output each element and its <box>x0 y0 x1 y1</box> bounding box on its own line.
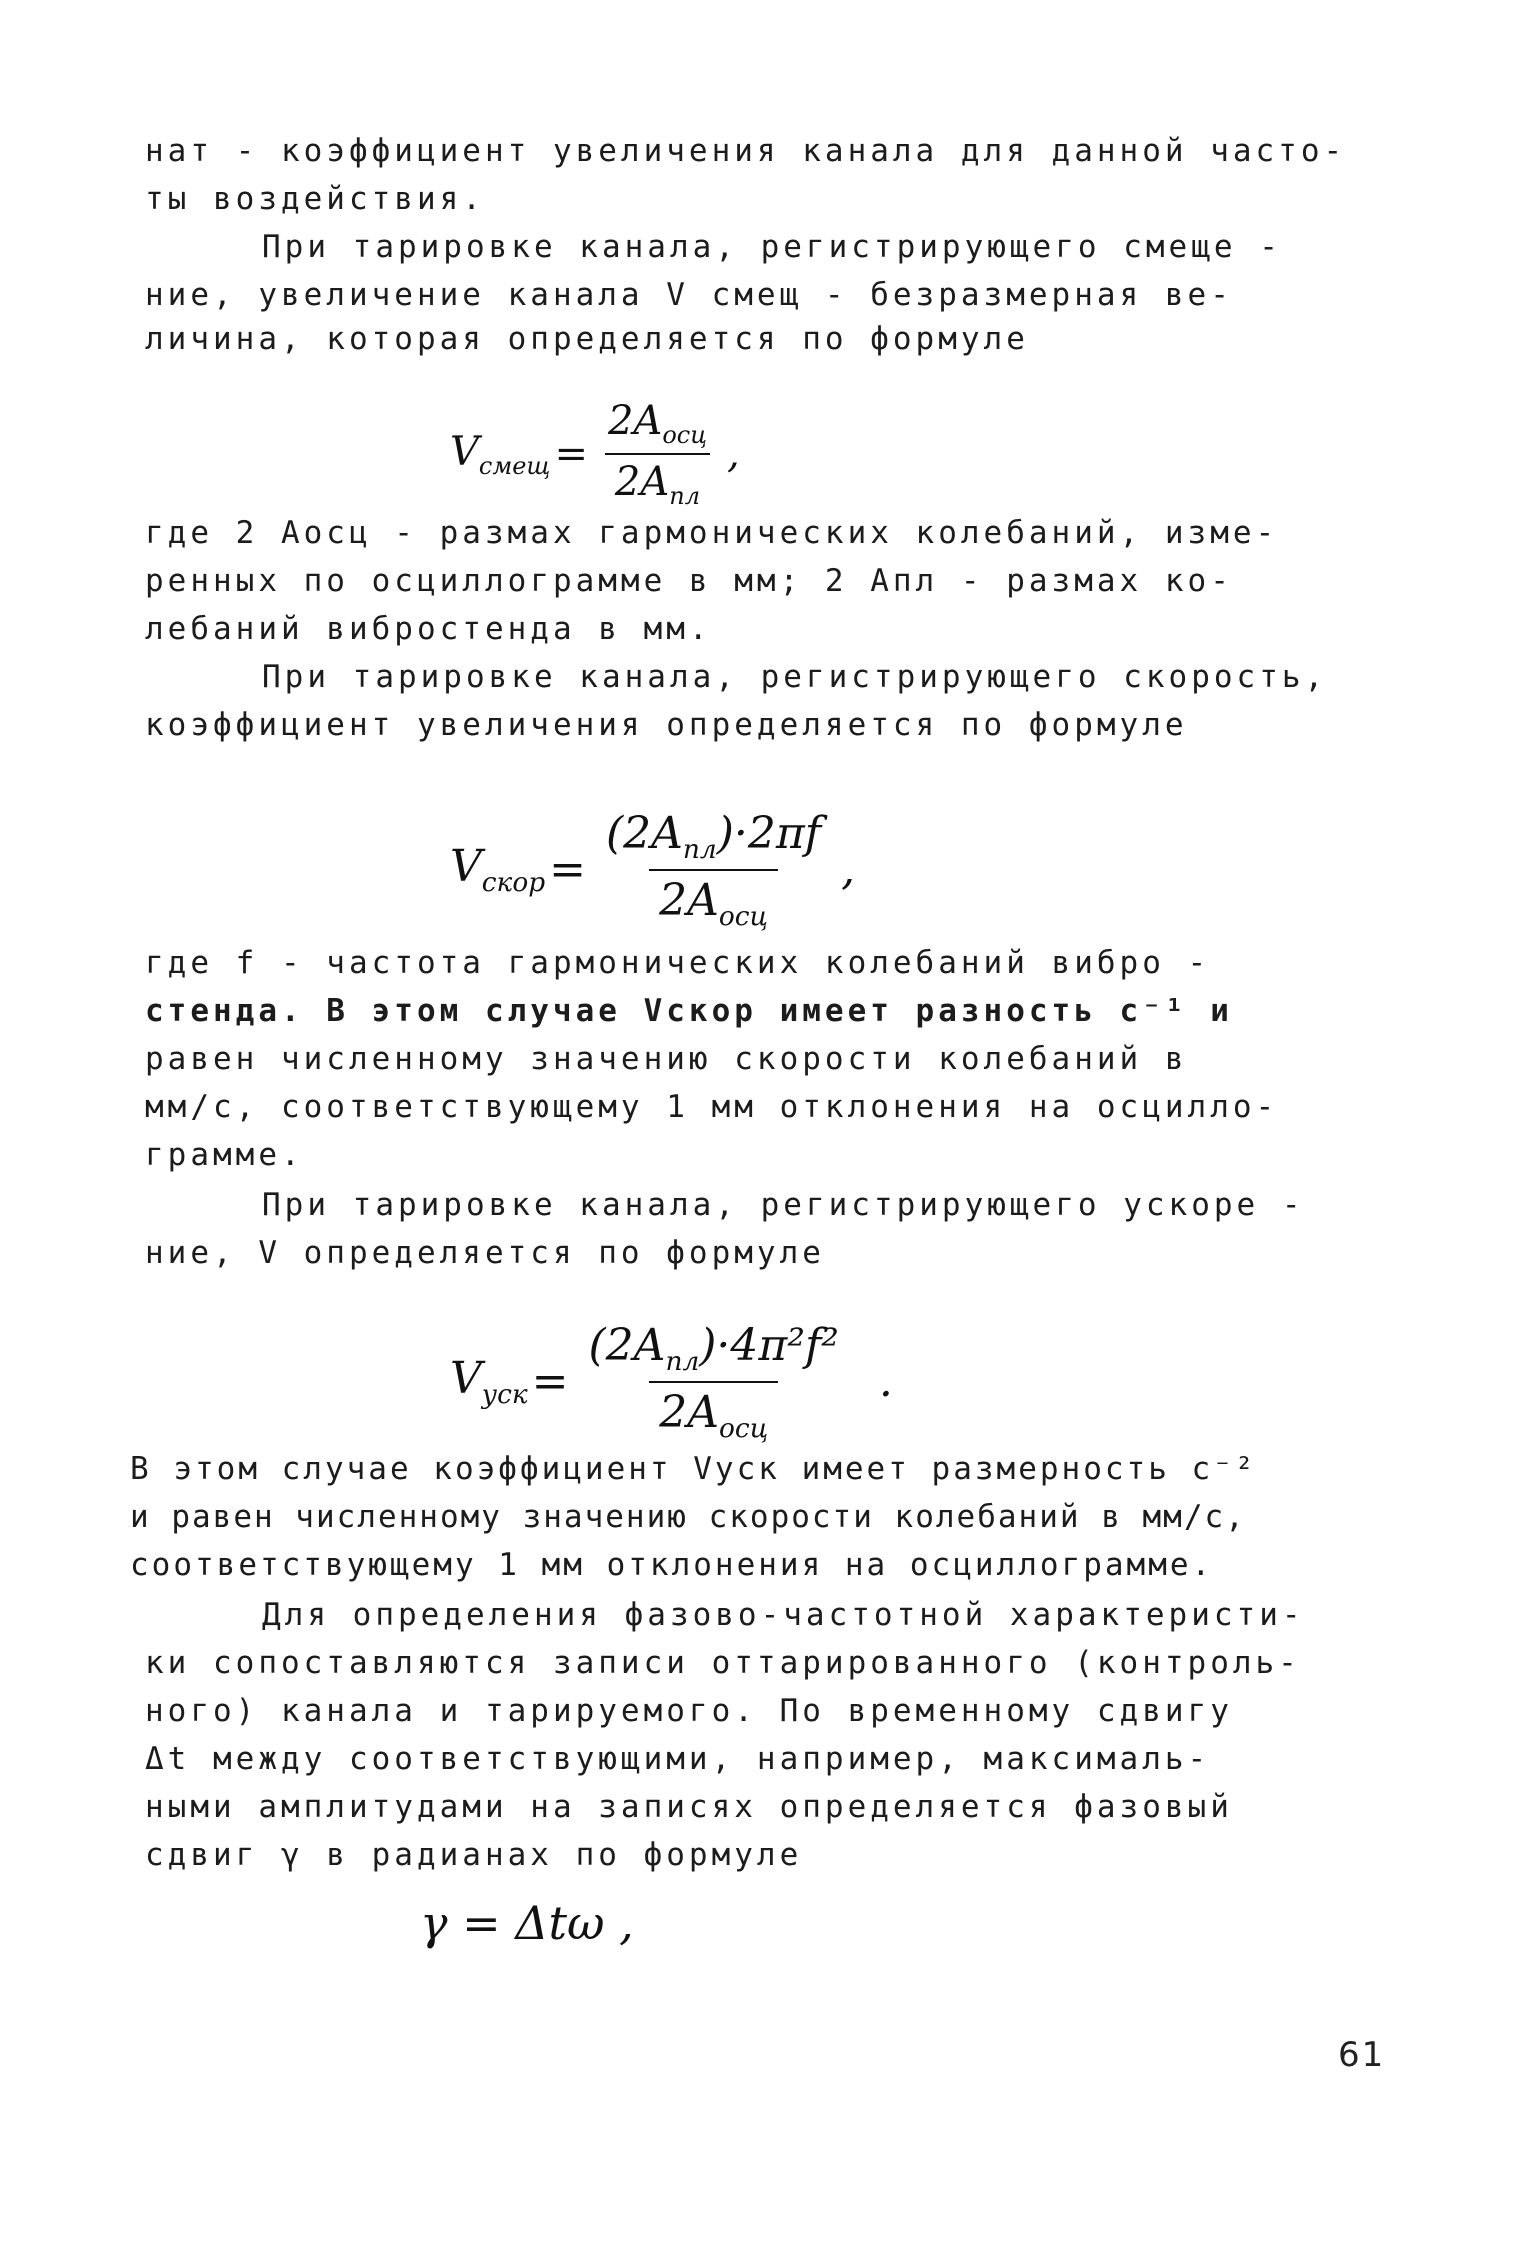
text-line: ние, увеличение канала V смещ - безразмерная ве- <box>145 277 1233 313</box>
text-line: где f - частота гармонических колебаний вибро - <box>145 945 1211 981</box>
text-line: нат - коэффициент увеличения канала для данной часто- <box>145 133 1347 169</box>
text-line: Для определения фазово-частотной характеристи- <box>262 1597 1305 1633</box>
text-line: ние, V определяется по формуле <box>145 1235 825 1271</box>
text-line: и равен численному значению скорости колебаний в мм/с, <box>130 1499 1246 1535</box>
text-line: лебаний вибростенда в мм. <box>145 611 712 647</box>
text-line: ренных по осциллограмме в мм; 2 Aпл - размах ко- <box>145 563 1233 599</box>
text-line: соответствующему 1 мм отклонения на осциллограмме. <box>130 1547 1214 1583</box>
text-line: сдвиг γ в радианах по формуле <box>145 1837 803 1873</box>
text-line: личина, которая определяется по формуле <box>145 321 1029 357</box>
text-line: ты воздействия. <box>145 181 485 217</box>
text-line: В этом случае коэффициент Vуск имеет размерность с⁻² <box>130 1451 1257 1487</box>
formula-displacement: $V_{смещ}$ = $\frac{2A_{осц}}{2A_{пл}}$ , <box>450 398 740 510</box>
text-line: коэффициент увеличения определяется по формуле <box>145 707 1188 743</box>
text-line: грамме. <box>145 1137 304 1173</box>
text-line: равен численному значению скорости колебаний в <box>145 1041 1188 1077</box>
text-line: ного) канала и тарируемого. По временному сдвигу <box>145 1693 1233 1729</box>
text-line: При тарировке канала, регистрирующего ускоре - <box>262 1187 1305 1223</box>
text-line: Δt между соответствующими, например, максималь- <box>145 1741 1211 1777</box>
text-line: мм/с, соответствующему 1 мм отклонения на осцилло- <box>145 1089 1279 1125</box>
text-line: При тарировке канала, регистрирующего скорость, <box>262 659 1328 695</box>
formula-acceleration: $V_{уск}$ = $\frac{(2A_{пл})\cdot 4\pi^2f^2}{2A_{осц}}$ . <box>450 1320 893 1444</box>
text-line: ки сопоставляются записи оттарированного (контроль- <box>145 1645 1301 1681</box>
text-line: При тарировке канала, регистрирующего смеще - <box>262 229 1282 265</box>
formula-phase-shift: γ = Δtω , <box>420 1896 634 1950</box>
text-line: ными амплитудами на записях определяется фазовый <box>145 1789 1233 1825</box>
text-line: где 2 Aосц - размах гармонических колебаний, изме- <box>145 515 1279 551</box>
formula-velocity: $V_{скор}$ = $\frac{(2A_{пл})\cdot 2\pi f}{2A_{осц}}$ , <box>450 808 856 932</box>
page-number: 61 <box>1338 2035 1386 2075</box>
text-line: стенда. В этом случае Vскор имеет разность с⁻¹ и <box>145 993 1233 1029</box>
